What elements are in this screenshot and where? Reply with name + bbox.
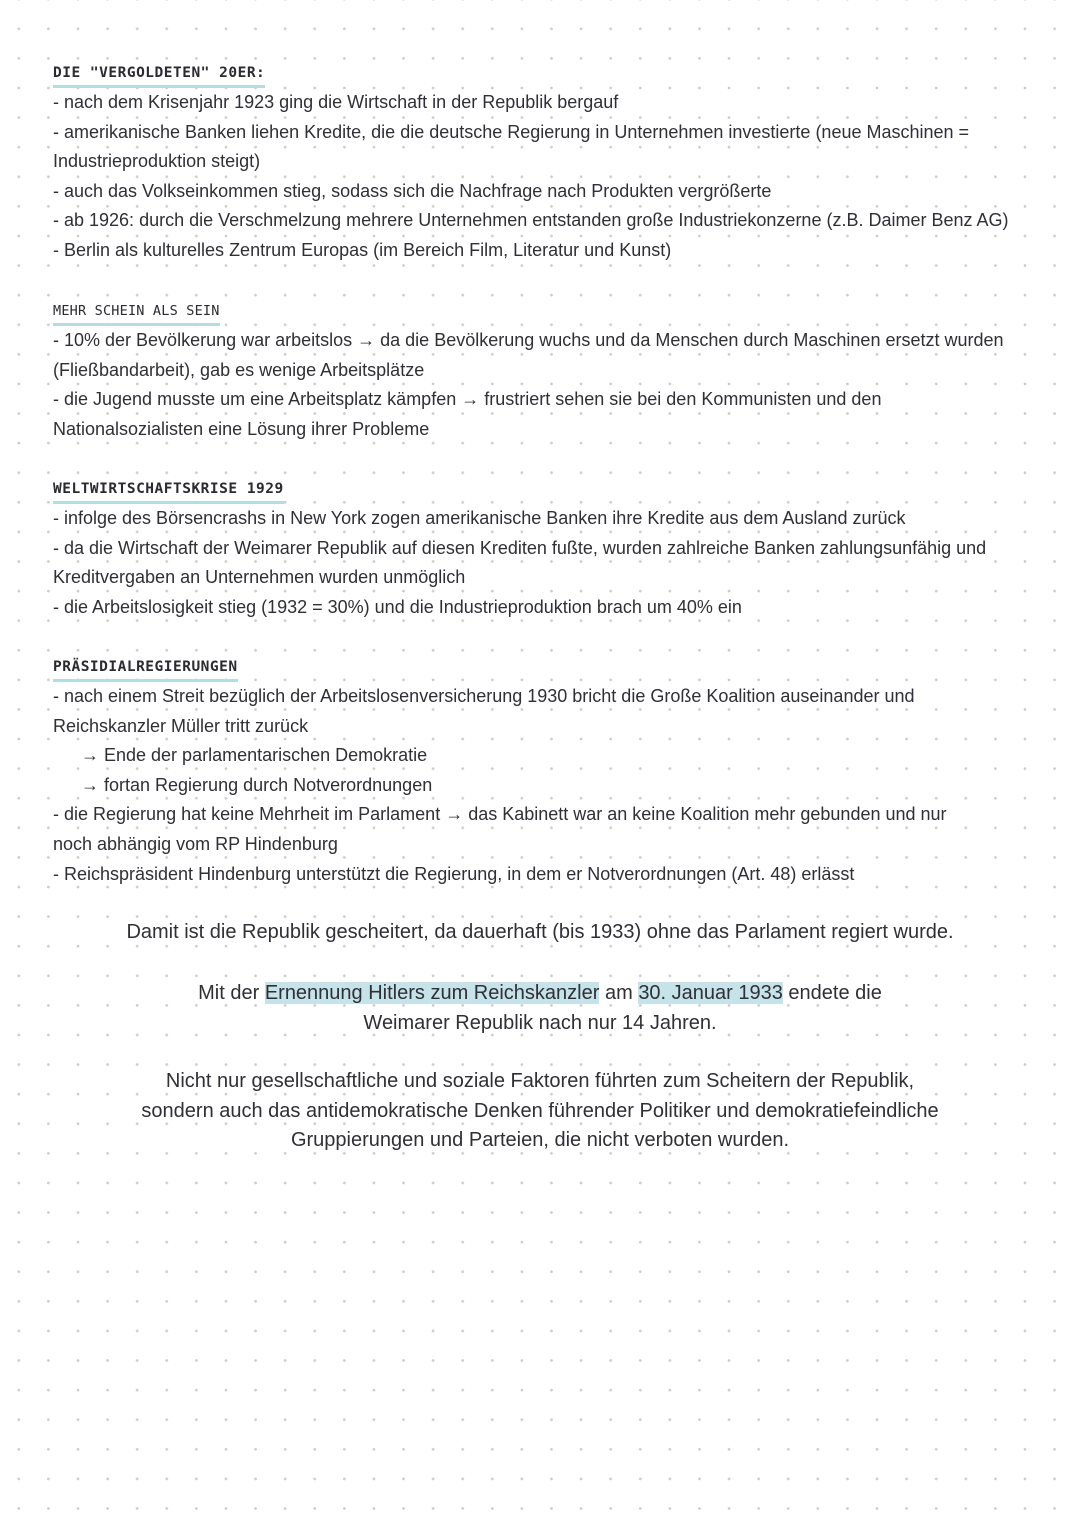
note-line: - nach dem Krisenjahr 1923 ging die Wirtschaft in der Republik bergauf (53, 92, 619, 112)
section-heading: MEHR SCHEIN ALS SEIN (53, 300, 220, 326)
section-heading: DIE "VERGOLDETEN" 20ER: (53, 62, 265, 88)
section-mehr-schein-als-sein (53, 300, 1073, 444)
highlight-ernennung: Ernennung Hitlers zum Reichskanzler (264, 982, 600, 1004)
note-line: - auch das Volkseinkommen stieg, sodass sich die Nachfrage nach Produkten vergrößerte (53, 180, 772, 201)
note-line: (Fließbandarbeit), gab es wenige Arbeitsplätze (53, 359, 425, 380)
note-line-arrow: → Ende der parlamentarischen Demokratie (81, 745, 428, 766)
note-line: - die Regierung hat keine Mehrheit im Parlament → das Kabinett war an keine Koalition mehr gebunden und nur (53, 804, 947, 825)
ernennung-mid: am (599, 982, 639, 1004)
section-goldene-zwanziger (53, 62, 1073, 266)
note-line: - 10% der Bevölkerung war arbeitslos → da die Bevölkerung wuchs und da Menschen durch Maschinen ersetzt wurden (53, 330, 1004, 350)
section-weltwirtschaftskrise (53, 478, 1073, 622)
note-line: Nationalsozialisten eine Lösung ihrer Probleme (53, 418, 430, 439)
note-line: - da die Wirtschaft der Weimarer Republik auf diesen Krediten fußte, wurden zahlreiche Banken zahlungsunfähig und (53, 537, 987, 558)
highlight-date: 30. Januar 1933 (638, 982, 783, 1004)
note-line: Kreditvergaben an Unternehmen wurden unmöglich (53, 567, 466, 588)
note-line: - die Jugend musste um eine Arbeitsplatz kämpfen → frustriert sehen sie bei den Kommunisten und den (53, 389, 882, 410)
ernennung-pre: Mit der (198, 982, 265, 1004)
note-line: - amerikanische Banken liehen Kredite, die die deutsche Regierung in Unternehmen investierte (neue Maschinen = (53, 121, 970, 142)
final-paragraph-line: Gruppierungen und Parteien, die nicht verboten wurden. (290, 1129, 790, 1151)
note-line: - Berlin als kulturelles Zentrum Europas (im Bereich Film, Literatur und Kunst) (53, 239, 672, 260)
note-line: Reichskanzler Müller tritt zurück (53, 715, 309, 736)
section-praesidialregierungen (53, 656, 1073, 889)
weimar-end-line: Weimarer Republik nach nur 14 Jahren. (363, 1012, 717, 1034)
note-line: - Reichspräsident Hindenburg unterstützt die Regierung, in dem er Notverordnungen (Art. 48) erlässt (53, 863, 855, 884)
note-line-arrow: → fortan Regierung durch Notverordnungen (81, 774, 433, 795)
conclusion-line: Damit ist die Republik gescheitert, da dauerhaft (bis 1933) ohne das Parlament regiert wurde. (126, 921, 954, 943)
note-line: - ab 1926: durch die Verschmelzung mehrere Unternehmen entstanden große Industriekonzerne (z.B. Daimer Benz AG) (53, 210, 1009, 231)
final-paragraph-line: Nicht nur gesellschaftliche und soziale Faktoren führten zum Scheitern der Republik, (165, 1070, 915, 1092)
note-line: - die Arbeitslosigkeit stieg (1932 = 30%) und die Industrieproduktion brach um 40% ein (53, 596, 742, 617)
note-line: - nach einem Streit bezüglich der Arbeitslosenversicherung 1930 bricht die Große Koalition auseinander und (53, 686, 915, 706)
final-paragraph-line: sondern auch das antidemokratische Denken führender Politiker und demokratiefeindliche (141, 1100, 939, 1122)
note-line: - infolge des Börsencrashs in New York zogen amerikanische Banken ihre Kredite aus dem Ausland zurück (53, 508, 906, 528)
section-heading: PRÄSIDIALREGIERUNGEN (53, 656, 238, 682)
ernennung-line (0, 979, 1080, 1009)
section-heading: WELTWIRTSCHAFTSKRISE 1929 (53, 478, 284, 504)
ernennung-post: endete die (782, 982, 882, 1004)
note-line: noch abhängig vom RP Hindenburg (53, 833, 338, 854)
note-line: Industrieproduktion steigt) (53, 151, 261, 172)
